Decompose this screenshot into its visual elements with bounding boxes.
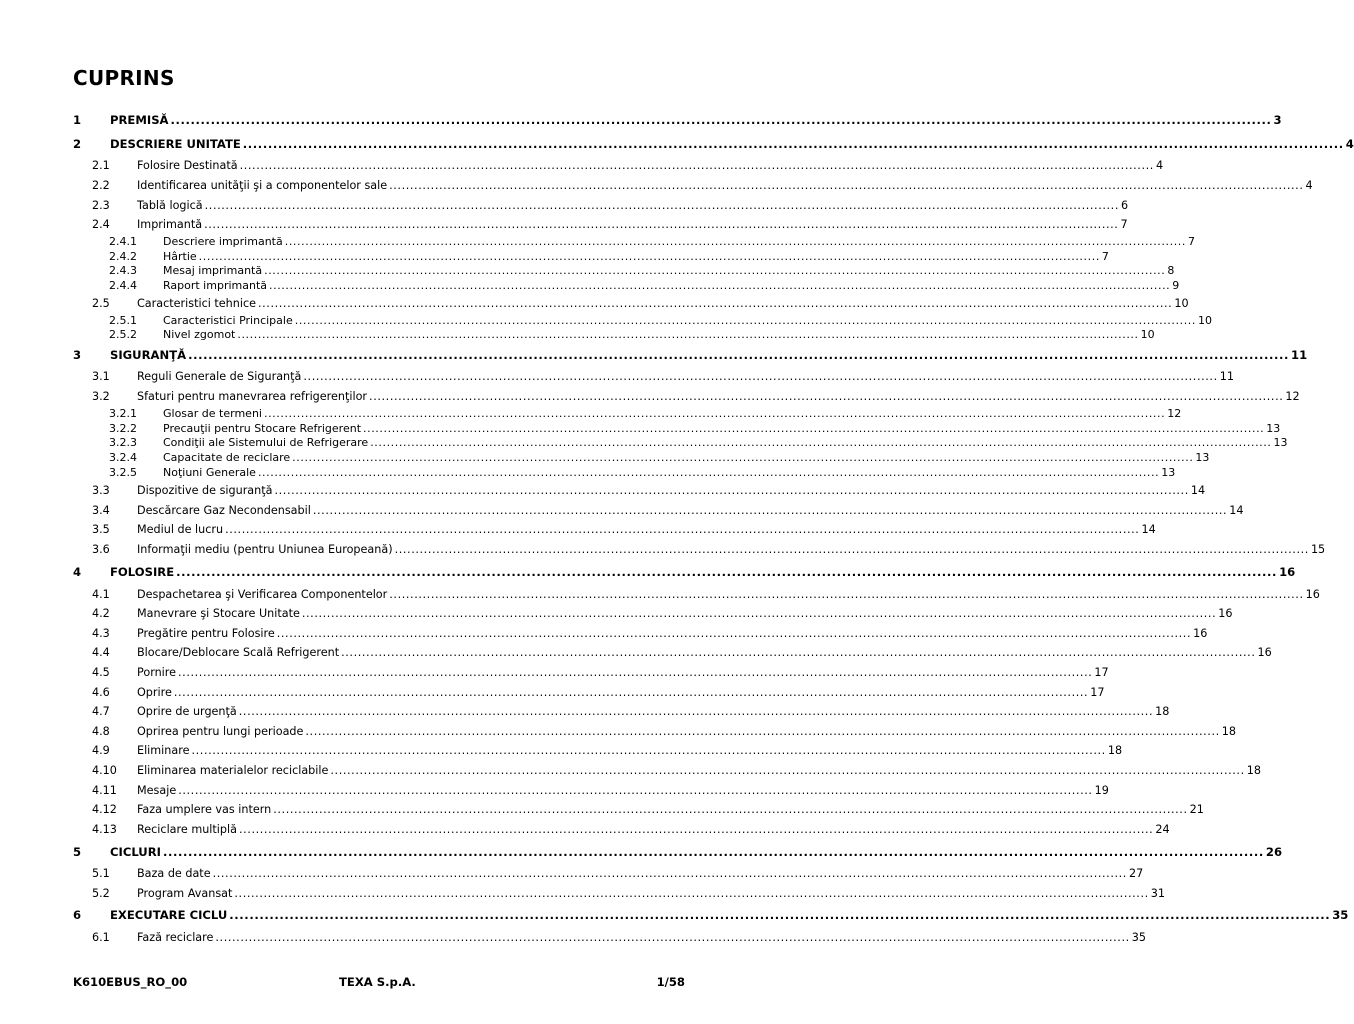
toc-entry-number: 2.4.1 xyxy=(109,235,137,248)
toc-entry-number: 4.9 xyxy=(92,744,110,757)
toc-entry-page: 11 xyxy=(1219,370,1234,383)
toc-entry[interactable] xyxy=(0,523,1156,537)
toc-entry-label: Program Avansat xyxy=(137,887,233,900)
toc-entry-label: SIGURANŢĂ xyxy=(110,348,187,362)
toc-entry-number: 4.8 xyxy=(92,725,110,738)
toc-dot-leader: ............................................................................................................................................................................................................................ xyxy=(204,218,1119,231)
toc-entry-label: Caracteristici tehnice xyxy=(137,297,256,310)
toc-dot-leader: ............................................................................................................................................................................................................................ xyxy=(273,803,1188,816)
toc-entry[interactable] xyxy=(0,179,1313,193)
toc-dot-leader: ............................................................................................................................................................................................................................ xyxy=(269,279,1171,292)
toc-entry-page: 24 xyxy=(1155,823,1170,836)
toc-entry-number: 4.11 xyxy=(92,784,117,797)
toc-entry-label: Eliminarea materialelor reciclabile xyxy=(137,764,329,777)
toc-entry-number: 2.4.4 xyxy=(109,279,137,292)
toc-entry[interactable] xyxy=(0,887,1166,901)
toc-entry-page: 18 xyxy=(1155,705,1170,718)
toc-entry-label: DESCRIERE UNITATE xyxy=(110,137,241,151)
toc-entry-number: 5 xyxy=(73,845,82,859)
toc-entry[interactable] xyxy=(0,504,1244,518)
toc-entry-label: Reciclare multiplă xyxy=(137,823,237,836)
toc-entry-number: 4 xyxy=(73,565,82,579)
toc-entry-number: 2.1 xyxy=(92,159,110,172)
toc-entry-page: 4 xyxy=(1155,159,1164,172)
toc-entry[interactable] xyxy=(0,436,1288,449)
toc-entry-page: 35 xyxy=(1332,908,1349,922)
toc-entry[interactable] xyxy=(0,314,1212,327)
toc-entry-page: 13 xyxy=(1273,436,1288,449)
toc-dot-leader: ............................................................................................................................................................................................................................ xyxy=(389,588,1304,601)
toc-entry[interactable] xyxy=(0,686,1105,700)
toc-entry-page: 7 xyxy=(1120,218,1128,231)
toc-dot-leader: ............................................................................................................................................................................................................................ xyxy=(264,264,1166,277)
toc-entry[interactable] xyxy=(0,931,1147,945)
toc-entry-number: 4.10 xyxy=(92,764,117,777)
toc-entry-page: 31 xyxy=(1150,887,1166,900)
toc-dot-leader: ............................................................................................................................................................................................................................ xyxy=(330,764,1245,777)
toc-entry-page: 11 xyxy=(1291,348,1308,362)
toc-entry-page: 10 xyxy=(1197,314,1212,327)
toc-entry[interactable] xyxy=(0,235,1195,248)
toc-entry-page: 14 xyxy=(1190,484,1206,497)
toc-entry[interactable] xyxy=(0,607,1233,621)
toc-entry-label: Precauţii pentru Stocare Refrigerent xyxy=(163,422,362,435)
toc-entry-label: Manevrare şi Stocare Unitate xyxy=(137,607,300,620)
toc-entry-number: 4.7 xyxy=(92,705,110,718)
toc-entry-label: Informaţii mediu (pentru Uniunea Europeană) xyxy=(137,543,393,556)
toc-entry-number: 5.1 xyxy=(92,867,110,880)
toc-entry-label: Identificarea unităţii şi a componentelor sale xyxy=(137,179,388,192)
toc-entry-label: Mediul de lucru xyxy=(137,523,224,536)
toc-entry-label: Capacitate de reciclare xyxy=(163,451,291,464)
toc-entry-page: 3 xyxy=(1273,113,1282,127)
toc-entry-page: 4 xyxy=(1345,137,1354,151)
toc-entry-page: 17 xyxy=(1090,686,1105,699)
toc-dot-leader: ............................................................................................................................................................................................................................ xyxy=(229,908,1331,922)
toc-entry[interactable] xyxy=(0,823,1170,837)
toc-entry-number: 2.3 xyxy=(92,199,110,212)
toc-entry-page: 19 xyxy=(1094,784,1109,797)
toc-dot-leader: ............................................................................................................................................................................................................................ xyxy=(234,887,1149,900)
toc-entry-number: 4.5 xyxy=(92,666,110,679)
toc-entry-number: 3.2 xyxy=(92,390,110,403)
toc-dot-leader: ............................................................................................................................................................................................................................ xyxy=(188,348,1290,362)
toc-entry[interactable] xyxy=(0,466,1176,479)
footer-doc-code: K610EBUS_RO_00 xyxy=(73,975,188,989)
toc-dot-leader: ............................................................................................................................................................................................................................ xyxy=(292,451,1194,464)
toc-entry-label: Glosar de termeni xyxy=(163,407,262,420)
toc-dot-leader: ............................................................................................................................................................................................................................ xyxy=(238,823,1154,836)
page-footer xyxy=(73,975,685,991)
toc-entry-number: 3.2.4 xyxy=(109,451,137,464)
toc-entry-number: 4.4 xyxy=(92,646,110,659)
toc-dot-leader: ............................................................................................................................................................................................................................ xyxy=(225,523,1140,536)
toc-entry-label: EXECUTARE CICLU xyxy=(110,908,228,922)
toc-dot-leader: ............................................................................................................................................................................................................................ xyxy=(215,931,1130,944)
toc-entry-label: Blocare/Deblocare Scală Refrigerent xyxy=(137,646,340,659)
toc-entry-number: 6.1 xyxy=(92,931,110,944)
toc-entry-number: 3.4 xyxy=(92,504,110,517)
toc-entry-number: 4.3 xyxy=(92,627,110,640)
toc-dot-leader: ............................................................................................................................................................................................................................ xyxy=(162,845,1264,859)
toc-entry-page: 35 xyxy=(1131,931,1147,944)
toc-entry-number: 2.5.2 xyxy=(109,328,137,341)
toc-entry[interactable] xyxy=(0,250,1109,263)
toc-entry-page: 16 xyxy=(1305,588,1320,601)
toc-entry[interactable] xyxy=(0,370,1234,384)
toc-dot-leader: ............................................................................................................................................................................................................................ xyxy=(301,607,1217,620)
toc-entry-number: 3.6 xyxy=(92,543,110,556)
toc-entry-label: FOLOSIRE xyxy=(110,565,175,579)
toc-entry-label: Eliminare xyxy=(137,744,190,757)
toc-entry-page: 12 xyxy=(1167,407,1182,420)
toc-entry-label: Imprimantă xyxy=(137,218,203,231)
toc-entry-page: 10 xyxy=(1140,328,1155,341)
toc-entry[interactable] xyxy=(0,646,1272,660)
toc-entry[interactable] xyxy=(0,764,1261,778)
toc-entry[interactable] xyxy=(0,390,1300,404)
toc-entry-page: 13 xyxy=(1266,422,1281,435)
toc-entry-label: Fază reciclare xyxy=(137,931,214,944)
toc-entry-page: 7 xyxy=(1187,235,1195,248)
toc-entry-label: Oprire xyxy=(137,686,172,699)
toc-dot-leader: ............................................................................................................................................................................................................................ xyxy=(294,314,1196,327)
toc-entry-page: 17 xyxy=(1094,666,1109,679)
toc-entry-number: 2 xyxy=(73,137,82,151)
toc-entry-number: 2.4 xyxy=(92,218,110,231)
toc-dot-leader: ............................................................................................................................................................................................................................ xyxy=(263,407,1166,420)
toc-entry-label: Tablă logică xyxy=(137,199,203,212)
toc-dot-leader: ............................................................................................................................................................................................................................ xyxy=(284,235,1186,248)
toc-entry-number: 4.13 xyxy=(92,823,117,836)
toc-entry[interactable] xyxy=(0,803,1204,817)
toc-entry-label: Folosire Destinată xyxy=(137,159,238,172)
toc-dot-leader: ............................................................................................................................................................................................................................ xyxy=(170,113,1272,127)
toc-entry[interactable] xyxy=(0,279,1180,292)
toc-entry-number: 3.2.3 xyxy=(109,436,137,449)
toc-entry[interactable] xyxy=(0,744,1123,758)
toc-dot-leader: ............................................................................................................................................................................................................................ xyxy=(312,504,1228,517)
toc-entry-label: Descriere imprimantă xyxy=(163,235,283,248)
toc-dot-leader: ............................................................................................................................................................................................................................ xyxy=(305,725,1220,738)
page-title: CUPRINS xyxy=(73,66,175,90)
toc-entry-label: Caracteristici Principale xyxy=(163,314,293,327)
toc-entry-label: Faza umplere vas intern xyxy=(137,803,272,816)
toc-entry-label: Noţiuni Generale xyxy=(163,466,256,479)
toc-entry-number: 5.2 xyxy=(92,887,110,900)
toc-entry-page: 8 xyxy=(1167,264,1175,277)
toc-dot-leader: ............................................................................................................................................................................................................................ xyxy=(276,627,1192,640)
toc-entry[interactable] xyxy=(0,113,1282,127)
toc-entry[interactable] xyxy=(0,784,1109,798)
toc-entry[interactable] xyxy=(0,451,1210,464)
toc-entry[interactable] xyxy=(0,407,1182,420)
toc-entry[interactable] xyxy=(0,705,1170,719)
toc-entry-label: Oprirea pentru lungi perioade xyxy=(137,725,304,738)
toc-entry-label: Sfaturi pentru manevrarea refrigerenţilor xyxy=(137,390,368,403)
toc-entry-label: Mesaj imprimantă xyxy=(163,264,263,277)
toc-dot-leader: ............................................................................................................................................................................................................................ xyxy=(176,565,1278,579)
toc-entry-label: CICLURI xyxy=(110,845,161,859)
toc-entry-page: 16 xyxy=(1257,646,1272,659)
toc-entry-number: 2.4.3 xyxy=(109,264,137,277)
toc-dot-leader: ............................................................................................................................................................................................................................ xyxy=(303,370,1218,383)
toc-entry-page: 4 xyxy=(1305,179,1313,192)
toc-dot-leader: ............................................................................................................................................................................................................................ xyxy=(389,179,1304,192)
toc-dot-leader: ............................................................................................................................................................................................................................ xyxy=(204,199,1119,212)
toc-entry-label: PREMISĂ xyxy=(110,113,169,127)
toc-dot-leader: ............................................................................................................................................................................................................................ xyxy=(363,422,1265,435)
toc-dot-leader: ............................................................................................................................................................................................................................ xyxy=(257,297,1173,310)
toc-dot-leader: ............................................................................................................................................................................................................................ xyxy=(178,666,1093,679)
toc-entry[interactable] xyxy=(0,543,1326,557)
toc-entry-number: 6 xyxy=(73,908,82,922)
toc-entry-number: 3.2.1 xyxy=(109,407,137,420)
toc-entry-page: 18 xyxy=(1246,764,1261,777)
toc-entry-page: 7 xyxy=(1101,250,1109,263)
toc-entry[interactable] xyxy=(0,484,1206,498)
toc-entry[interactable] xyxy=(0,199,1129,213)
toc-entry[interactable] xyxy=(0,565,1296,579)
toc-entry-page: 6 xyxy=(1121,199,1129,212)
toc-entry-label: Dispozitive de siguranţă xyxy=(137,484,273,497)
toc-dot-leader: ............................................................................................................................................................................................................................ xyxy=(212,867,1127,880)
toc-entry-number: 3.3 xyxy=(92,484,110,497)
toc-entry[interactable] xyxy=(0,264,1175,277)
toc-dot-leader: ............................................................................................................................................................................................................................ xyxy=(394,543,1309,556)
toc-entry-page: 21 xyxy=(1189,803,1204,816)
toc-entry-number: 3.2.2 xyxy=(109,422,137,435)
toc-entry-page: 14 xyxy=(1141,523,1156,536)
toc-dot-leader: ............................................................................................................................................................................................................................ xyxy=(237,328,1139,341)
toc-entry-number: 2.5 xyxy=(92,297,110,310)
toc-dot-leader: ............................................................................................................................................................................................................................ xyxy=(242,137,1344,151)
footer-page-indicator: 1/58 xyxy=(656,975,685,989)
toc-entry-number: 4.12 xyxy=(92,803,117,816)
toc-entry[interactable] xyxy=(0,588,1320,602)
toc-entry-number: 2.4.2 xyxy=(109,250,137,263)
toc-dot-leader: ............................................................................................................................................................................................................................ xyxy=(257,466,1160,479)
toc-entry-page: 16 xyxy=(1218,607,1233,620)
toc-entry-page: 15 xyxy=(1310,543,1326,556)
toc-dot-leader: ............................................................................................................................................................................................................................ xyxy=(238,705,1154,718)
toc-dot-leader: ............................................................................................................................................................................................................................ xyxy=(341,646,1256,659)
toc-entry[interactable] xyxy=(0,422,1281,435)
toc-entry-page: 14 xyxy=(1229,504,1244,517)
toc-entry[interactable] xyxy=(0,627,1208,641)
toc-entry-page: 13 xyxy=(1195,451,1210,464)
toc-entry-label: Raport imprimantă xyxy=(163,279,268,292)
toc-dot-leader: ............................................................................................................................................................................................................................ xyxy=(274,484,1189,497)
toc-entry-page: 26 xyxy=(1265,845,1283,859)
toc-entry-page: 9 xyxy=(1172,279,1180,292)
toc-entry-page: 13 xyxy=(1161,466,1176,479)
toc-entry[interactable] xyxy=(0,218,1128,232)
toc-dot-leader: ............................................................................................................................................................................................................................ xyxy=(173,686,1089,699)
toc-entry[interactable] xyxy=(0,908,1349,922)
toc-entry-label: Condiţii ale Sistemului de Refrigerare xyxy=(163,436,369,449)
toc-entry-page: 16 xyxy=(1193,627,1208,640)
toc-entry-label: Oprire de urgenţă xyxy=(137,705,237,718)
toc-entry-number: 3.2.5 xyxy=(109,466,137,479)
toc-entry-label: Reguli Generale de Siguranţă xyxy=(137,370,302,383)
toc-entry-label: Mesaje xyxy=(137,784,177,797)
toc-dot-leader: ............................................................................................................................................................................................................................ xyxy=(370,436,1272,449)
toc-entry[interactable] xyxy=(0,867,1144,881)
toc-entry-number: 2.5.1 xyxy=(109,314,137,327)
toc-entry[interactable] xyxy=(0,845,1283,859)
toc-entry-page: 12 xyxy=(1285,390,1300,403)
toc-entry-page: 18 xyxy=(1221,725,1237,738)
toc-entry-label: Pornire xyxy=(137,666,177,679)
toc-entry-label: Descărcare Gaz Necondensabil xyxy=(137,504,311,517)
toc-entry[interactable] xyxy=(0,159,1164,173)
toc-dot-leader: ............................................................................................................................................................................................................................ xyxy=(191,744,1106,757)
toc-entry-label: Despachetarea şi Verificarea Componentelor xyxy=(137,588,388,601)
toc-entry-number: 3 xyxy=(73,348,82,362)
toc-dot-leader: ............................................................................................................................................................................................................................ xyxy=(239,159,1154,172)
toc-dot-leader: ............................................................................................................................................................................................................................ xyxy=(178,784,1093,797)
toc-entry-page: 27 xyxy=(1128,867,1144,880)
toc-entry[interactable] xyxy=(0,137,1354,151)
toc-entry-number: 3.1 xyxy=(92,370,110,383)
toc-entry[interactable] xyxy=(0,666,1109,680)
toc-entry-page: 16 xyxy=(1279,565,1296,579)
toc-entry-number: 2.2 xyxy=(92,179,110,192)
toc-entry-label: Baza de date xyxy=(137,867,211,880)
footer-company: TEXA S.p.A. xyxy=(339,975,416,989)
toc-dot-leader: ............................................................................................................................................................................................................................ xyxy=(369,390,1284,403)
toc-entry-page: 10 xyxy=(1174,297,1189,310)
toc-dot-leader: ............................................................................................................................................................................................................................ xyxy=(198,250,1100,263)
toc-entry-number: 4.2 xyxy=(92,607,110,620)
toc-entry-number: 1 xyxy=(73,113,82,127)
toc-entry-label: Nivel zgomot xyxy=(163,328,236,341)
toc-entry-label: Pregătire pentru Folosire xyxy=(137,627,275,640)
toc-entry-number: 4.6 xyxy=(92,686,110,699)
toc-entry[interactable] xyxy=(0,348,1308,362)
toc-entry[interactable] xyxy=(0,328,1155,341)
toc-entry-number: 3.5 xyxy=(92,523,110,536)
toc-entry[interactable] xyxy=(0,725,1237,739)
toc-entry-number: 4.1 xyxy=(92,588,110,601)
toc-entry[interactable] xyxy=(0,297,1189,311)
toc-entry-label: Hârtie xyxy=(163,250,197,263)
toc-entry-page: 18 xyxy=(1107,744,1123,757)
